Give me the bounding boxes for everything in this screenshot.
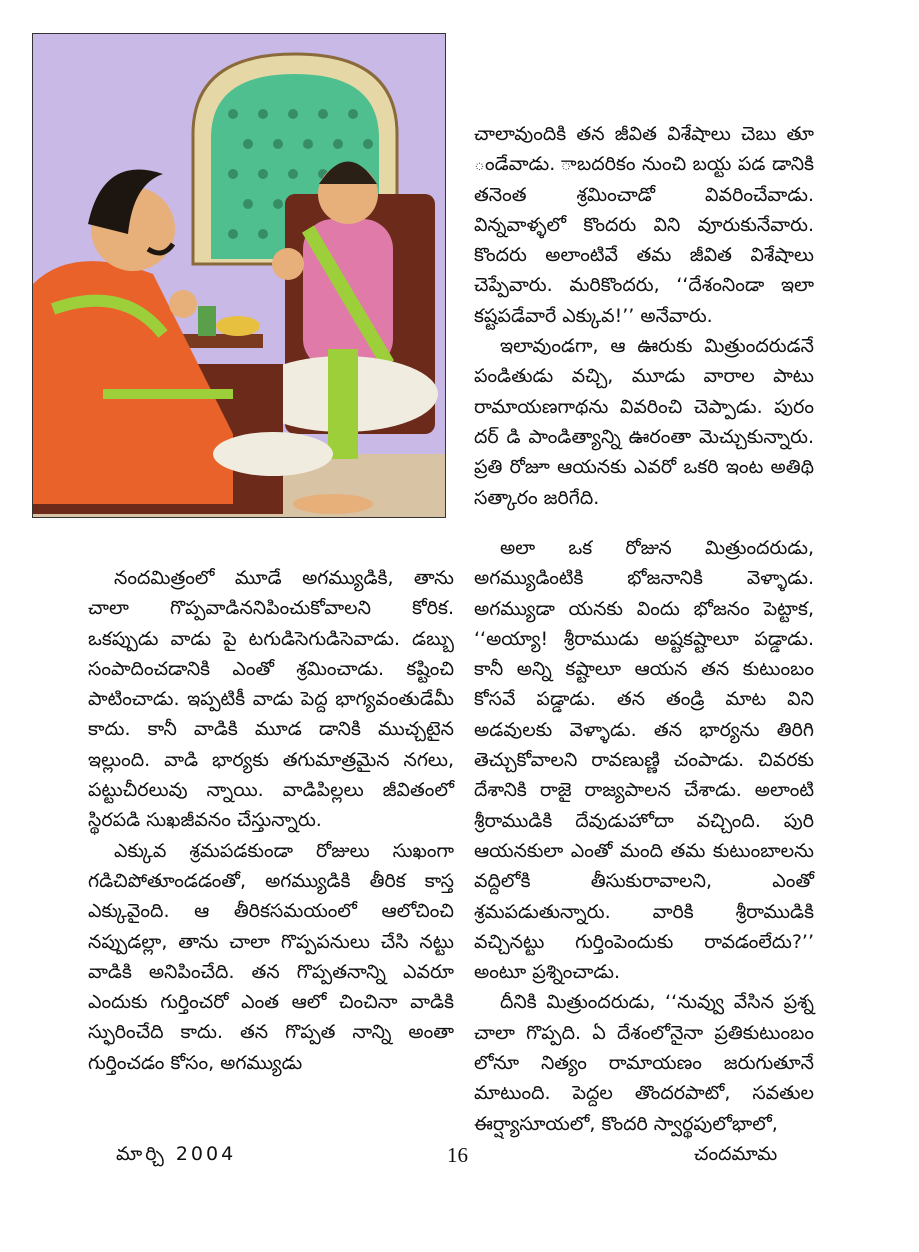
page-number: 16 — [447, 1143, 468, 1167]
storytelling-scene-illustration-icon — [33, 34, 446, 518]
paragraph: ఎక్కువ శ్రమపడకుండా రోజులు సుఖంగా గడిచిపోతూండడంతో, అగమ్యుడికి తీరిక కాస్త ఎక్కువైంది. ఆ తీరికసమయంలో ఆలోచించి నప్పుడల్లా, తాను చాలా గొప్పపనులు చేసి నట్టు వాడికి అనిపించేది. తన గొప్పతనాన్ని ఎవరూ ఎందుకు గుర్తించరో ఎంత ఆలో చించినా వాడికి స్ఫురించేది కాదు. తన గొప్పత నాన్ని అంతా గుర్తించడం కోసం, అగమ్యుడు — [88, 839, 454, 1074]
paragraph: ఇలావుండగా, ఆ ఊరుకు మిత్రుందరుడనే పండితుడు వచ్చి, మూడు వారాల పాటు రామాయణగాథను వివరించి చెప్పాడు. పురం దర్ డి పాండిత్యాన్ని ఊరంతా మెచ్చుకున్నారు. ప్రతి రోజూ ఆయనకు ఎవరో ఒకరి ఇంట అతిథి సత్కారం జరిగేది. — [474, 335, 814, 509]
right-column-bottom — [474, 533, 814, 1139]
paragraph: అలా ఒక రోజున మిత్రుందరుడు, అగమ్యుడింటికి భోజనానికి వెళ్ళాడు. అగమ్యుడా యనకు విందు భోజనం పెట్టాక, ‘‘అయ్యా! శ్రీరాముడు అష్టకష్టాలూ పడ్డాడు. కానీ అన్ని కష్టాలూ ఆయన తన కుటుంబం కోసవే పడ్డాడు. తన తండ్రి మాట విని అడవులకు వెళ్ళాడు. తన భార్యను తిరిగి తెచ్చుకోవాలని రావణుణ్ణి చంపాడు. చివరకు దేశానికి రాజై రాజ్యపాలన చేశాడు. అలాంటి శ్రీరాముడికి దేవుడుహోదా వచ్చింది. పురి ఆయనకులా ఎంతో మంది తమ కుటుంబాలను వద్దిలోకి తీసుకురావాలని, ఎంతో శ్రమపడుతున్నారు. వారికి శ్రీరాముడికి వచ్చినట్టు గుర్తింపెందుకు రావడంలేదు?’’ అంటూ ప్రశ్నించాడు. — [474, 537, 814, 984]
paragraph: నందమిత్రంలో మూడే అగమ్యుడికి, తాను చాలా గొప్పవాడిననిపించుకోవాలని కోరిక. ఒకప్పుడు వాడు పై టగుడిసెగుడిసెవాడు. డబ్బు సంపాదించడానికి ఎంతో శ్రమించాడు. కష్టించి పాటించాడు. ఇప్పటికీ వాడు పెద్ద భాగ్యవంతుడేమీ కాదు. కానీ వాడికి మూడ డానికి ముచ్చటైన ఇల్లుంది. వాడి భార్యకు తగుమాత్రమైన నగలు, పట్టుచీరలువు న్నాయి. వాడిపిల్లలు జీవితంలో స్థిరపడి సుఖజీవనం చేస్తున్నారు. — [88, 567, 454, 832]
paragraph: దీనికి మిత్రుందరుడు, ‘‘నువ్వు వేసిన ప్రశ్న చాలా గొప్పది. ఏ దేశంలోనైనా ప్రతికుటుంబం లోనూ నిత్యం రామాయణం జరుగుతూనే మాటుంది. పెద్దల తొందరపాటో, సవతుల ఈర్ష్యాసూయలో, కొందరి స్వార్థపులోభాలో, — [474, 991, 814, 1135]
paragraph: చాలావుందికి తన జీవిత విశేషాలు చెబు తూ ండేవాడు. ాబదరికం నుంచి బయ్ట పడ డానికి తనెంత శ్రమించాడో వివరించేవాడు. విన్నవాళ్ళలో కొందరు విని వూరుకునేవారు. కొందరు అలాంటివే తమ జీవిత విశేషాలు చెప్పేవారు. మరికొందరు, ‘‘దేశంనిండా ఇలా కష్టపడేవారే ఎక్కువ!’’ అనేవారు. — [474, 123, 814, 327]
magazine-name: చందమామ — [694, 1143, 778, 1165]
story-illustration — [32, 33, 446, 518]
left-column — [88, 563, 454, 1078]
footer-date: మార్చి 2004 — [116, 1143, 237, 1165]
right-column-top — [474, 119, 814, 513]
